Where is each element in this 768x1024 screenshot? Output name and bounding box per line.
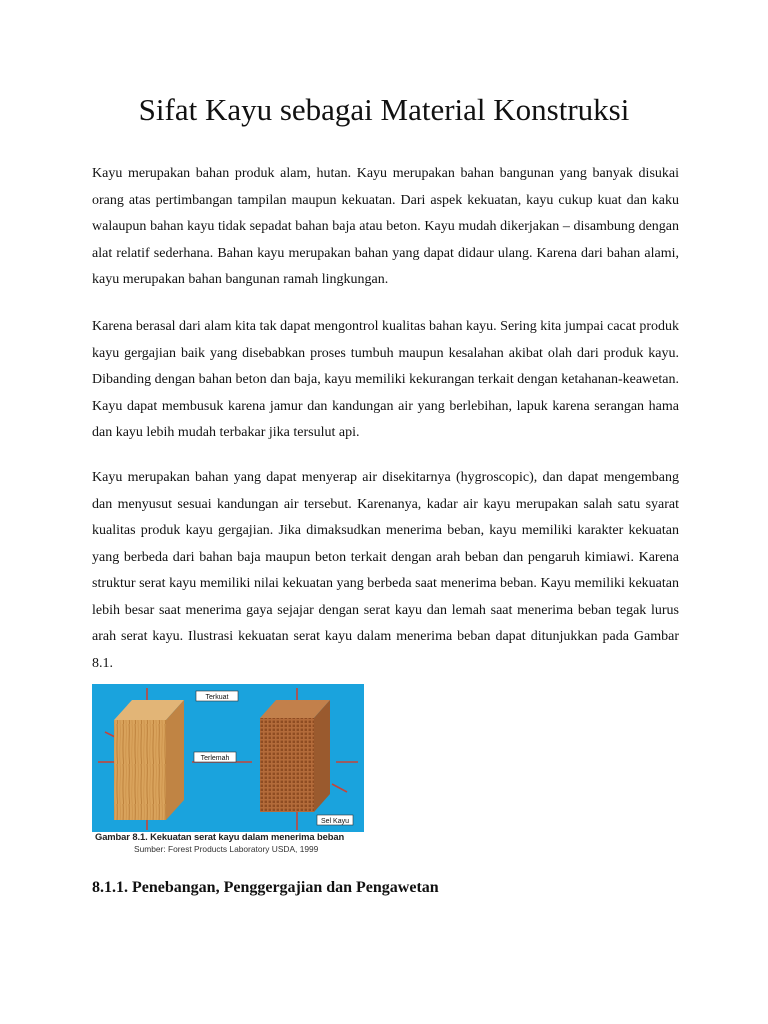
figure-source: Sumber: Forest Products Laboratory USDA, 1999 bbox=[134, 844, 319, 854]
page-title: Sifat Kayu sebagai Material Konstruksi bbox=[138, 92, 630, 127]
wood-block-grain bbox=[114, 700, 184, 820]
paragraph: Kayu merupakan bahan produk alam, hutan. Kayu merupakan bahan bangunan yang banyak disukai orang atas pertimbangan tampilan maupun kekuatan. Dari aspek kekuatan, kayu cukup kuat dan kaku walaupun bahan kayu tidak sepadat bahan baja atau beton. Kayu mudah dikerjakan – disambung dengan alat relatif sederhana. Bahan kayu merupakan bahan yang dapat didaur ulang. Karena dari bahan alami, kayu merupakan bahan bangunan ramah lingkungan. bbox=[92, 166, 679, 287]
figure-caption: Gambar 8.1. Kekuatan serat kayu dalam menerima beban bbox=[95, 831, 345, 842]
paragraph: Karena berasal dari alam kita tak dapat mengontrol kualitas bahan kayu. Sering kita jumpai cacat produk kayu gergajian baik yang disebabkan proses tumbuh maupun kesalahan akibat olah dari produk kayu. Dibanding dengan bahan beton dan baja, kayu memiliki kekurangan terkait dengan ketahanan-keawetan. Kayu dapat membusuk karena jamur dan kandungan air yang berlebihan, lapuk karena serangan hama dan kayu lebih mudah terbakar jika tersulut api. bbox=[92, 319, 680, 440]
paragraph: Kayu merupakan bahan yang dapat menyerap air disekitarnya (hygroscopic), dan dapat mengembang dan menyusut sesuai kandungan air tersebut. Karenanya, kadar air kayu merupakan salah satu syarat kualitas produk kayu gergajian. Jika dimaksudkan menerima beban, kayu memiliki karakter kekuatan yang berbeda dari bahan baja maupun beton terkait dengan arah beban dan pengaruh kimiawi. Karena struktur serat kayu memiliki nilai kekuatan yang berbeda saat menerima beban. Kayu memiliki kekuatan lebih besar saat menerima gaya sejajar dengan serat kayu dan lemah saat menerima beban tegak lurus arah serat kayu. Ilustrasi kekuatan serat kayu dalam menerima beban dapat ditunjukkan pada Gambar 8.1. bbox=[92, 470, 679, 671]
section-heading: 8.1.1. Penebangan, Penggergajian dan Pengawetan bbox=[92, 879, 439, 896]
wood-block-cells bbox=[260, 700, 330, 812]
label-weakest: Terlemah bbox=[200, 755, 230, 762]
label-strongest: Terkuat bbox=[205, 694, 229, 701]
wood-fiber-strength-illustration bbox=[92, 684, 364, 832]
label-wood-cell: Sel Kayu bbox=[320, 818, 350, 825]
figure-8-1 bbox=[92, 684, 364, 860]
